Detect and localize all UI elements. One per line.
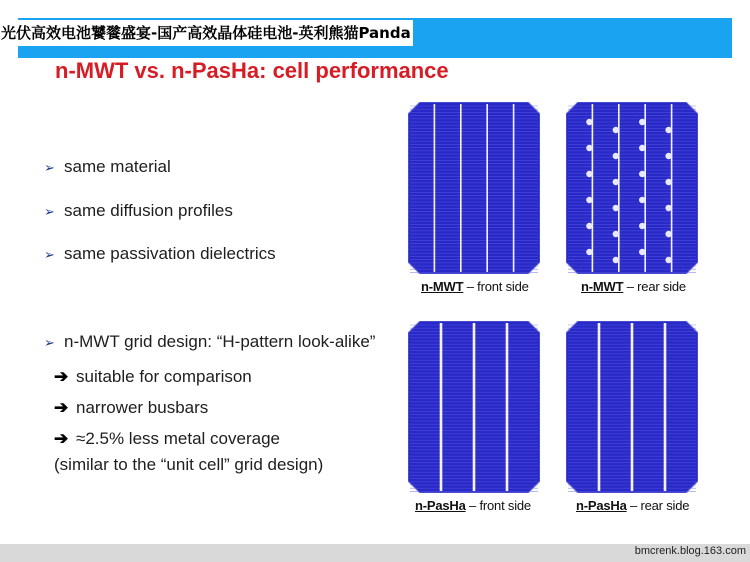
bullet-arrow-icon: ➢: [44, 247, 55, 262]
banner-text: 光伏高效电池饕餮盛宴-国产高效晶体硅电池-英利熊猫Panda: [1, 20, 413, 46]
cell-caption: n-PasHa – rear side: [576, 498, 690, 513]
cell-image-n-mwt-front: [408, 102, 540, 274]
bullet-item: ➢ n-MWT grid design: “H-pattern look-alike”: [44, 332, 376, 351]
solar-cell-front-icon: [408, 321, 540, 493]
bullet-arrow-icon: ➢: [44, 335, 55, 350]
note-text: (similar to the “unit cell” grid design): [54, 455, 324, 474]
bullet-arrow-icon: ➢: [44, 160, 55, 175]
cell-body: [566, 102, 698, 274]
bullet-item: ➢ same material: [44, 157, 171, 176]
solar-cell-rear-icon: [566, 102, 698, 274]
solar-cell-front-icon: [408, 102, 540, 274]
right-arrow-icon: ➔: [54, 367, 69, 386]
right-arrow-icon: ➔: [54, 429, 69, 448]
cell-caption: n-MWT – rear side: [581, 279, 686, 294]
cell-image-n-pasha-rear: [566, 321, 698, 493]
bullet-item: ➢ same passivation dielectrics: [44, 244, 276, 263]
cell-caption: n-MWT – front side: [421, 279, 529, 294]
bullet-arrow-icon: ➢: [44, 204, 55, 219]
watermark: bmcrenk.blog.163.com: [634, 545, 746, 557]
cell-body: [408, 102, 540, 274]
bullet-item: ➢ same diffusion profiles: [44, 201, 233, 220]
cell-image-n-mwt-rear: [566, 102, 698, 274]
cell-caption: n-PasHa – front side: [415, 498, 531, 513]
sub-bullet-item: ➔ narrower busbars: [54, 398, 209, 417]
sub-bullet-item: ➔ ≈2.5% less metal coverage: [54, 429, 280, 448]
sub-bullet-item: ➔ suitable for comparison: [54, 367, 252, 386]
right-arrow-icon: ➔: [54, 398, 69, 417]
cell-image-n-pasha-front: [408, 321, 540, 493]
slide-title: n-MWT vs. n-PasHa: cell performance: [55, 58, 449, 83]
solar-cell-rear-icon: [566, 321, 698, 493]
